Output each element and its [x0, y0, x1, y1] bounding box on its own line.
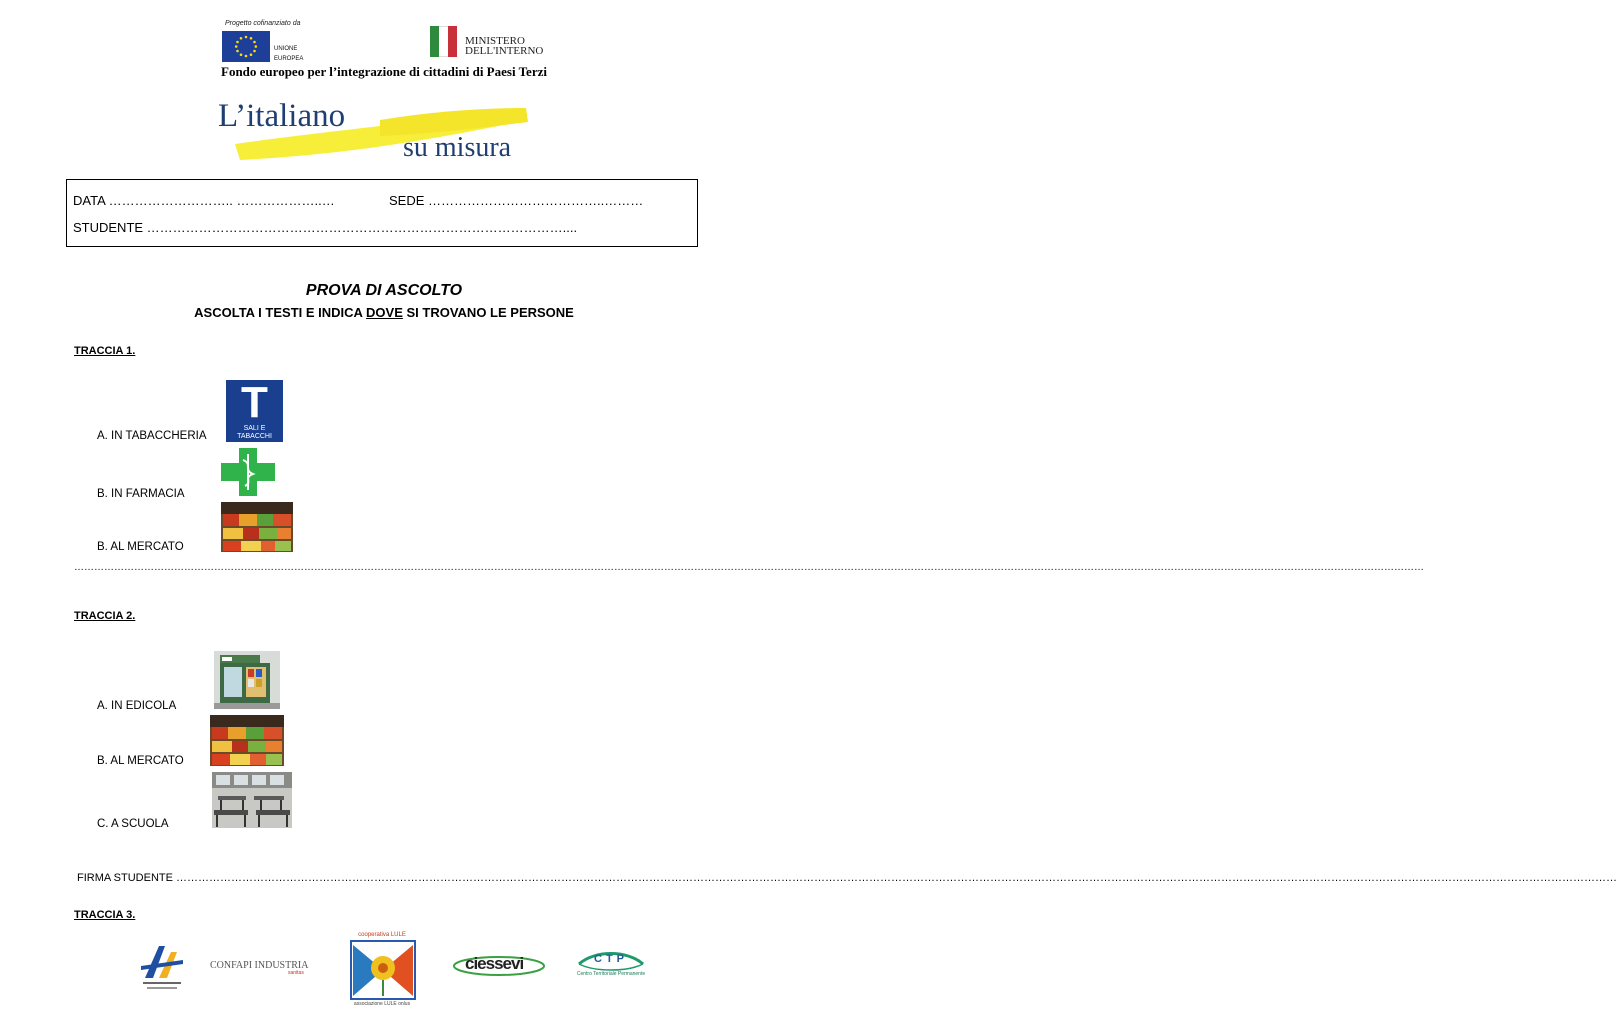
lule-logo-icon — [350, 940, 416, 1000]
traccia-1-option-c[interactable]: B. AL MERCATO — [97, 541, 184, 553]
italy-flag-icon — [430, 26, 457, 57]
traccia-3-heading: TRACCIA 3. — [74, 909, 136, 921]
market-photo — [221, 502, 293, 552]
tabacchi-sign-icon: T SALI E TABACCHI — [226, 380, 283, 442]
lule-top-label: cooperativa LULE — [358, 932, 406, 938]
separator-line: ……………………………………………………………………………………………………………………………………………………………………………………………………………………………………………………………………………………………………………………………………………………………………… — [74, 562, 1424, 573]
confapi-sub: sanitas — [288, 970, 304, 976]
pharmacy-cross-icon — [219, 446, 277, 498]
traccia-2-option-a[interactable]: A. IN EDICOLA — [97, 700, 177, 712]
sede-field[interactable]: SEDE …………………………………..……… — [389, 193, 644, 208]
eu-flag-icon — [222, 31, 270, 62]
ctp-logo: CTP Centro Territoriale Permanente — [576, 953, 646, 977]
student-info-box — [66, 179, 698, 247]
logo-title-line2: su misura — [403, 132, 512, 163]
studente-field[interactable]: STUDENTE …………………………………………………………………………………….... — [73, 220, 578, 235]
logo-title-line1: L’italiano — [218, 98, 346, 134]
page-title: PROVA DI ASCOLTO — [305, 282, 463, 299]
traccia-1-heading: TRACCIA 1. — [74, 345, 136, 357]
ministry-label: MINISTERO DELL'INTERNO — [465, 35, 544, 57]
classroom-photo — [212, 772, 292, 828]
traccia-2-option-b[interactable]: B. AL MERCATO — [97, 755, 184, 767]
market-photo-2 — [210, 715, 284, 766]
ciessevi-logo: ciessevi — [453, 953, 545, 977]
eu-caption: Progetto cofinanziato da — [225, 20, 301, 27]
traccia-1-option-b[interactable]: B. IN FARMACIA — [97, 488, 185, 500]
eu-label: UNIONE EUROPEA — [274, 46, 304, 62]
traccia-2-heading: TRACCIA 2. — [74, 610, 136, 622]
traccia-1-option-a[interactable]: A. IN TABACCHERIA — [97, 430, 207, 442]
instruction: ASCOLTA I TESTI E INDICA DOVE SI TROVANO LE PERSONE — [194, 305, 574, 320]
lule-bottom-label: associazione LULE onlus — [353, 1001, 411, 1007]
traccia-2-option-c[interactable]: C. A SCUOLA — [97, 818, 169, 830]
confapi-logo: CONFAPI INDUSTRIA — [210, 960, 309, 971]
newsstand-photo — [214, 651, 280, 709]
fund-title: Fondo europeo per l’integrazione di cittadini di Paesi Terzi — [221, 64, 547, 79]
agenzia-formazione-logo-icon — [137, 938, 187, 996]
firma-studente-field[interactable]: FIRMA STUDENTE …………………………………………………………………………………………………………………………………………………………………………………………………………………………………………………………………………………………………………………………………………………………… — [77, 872, 1617, 884]
data-field[interactable]: DATA ……………………….. ………………..… — [73, 193, 335, 208]
